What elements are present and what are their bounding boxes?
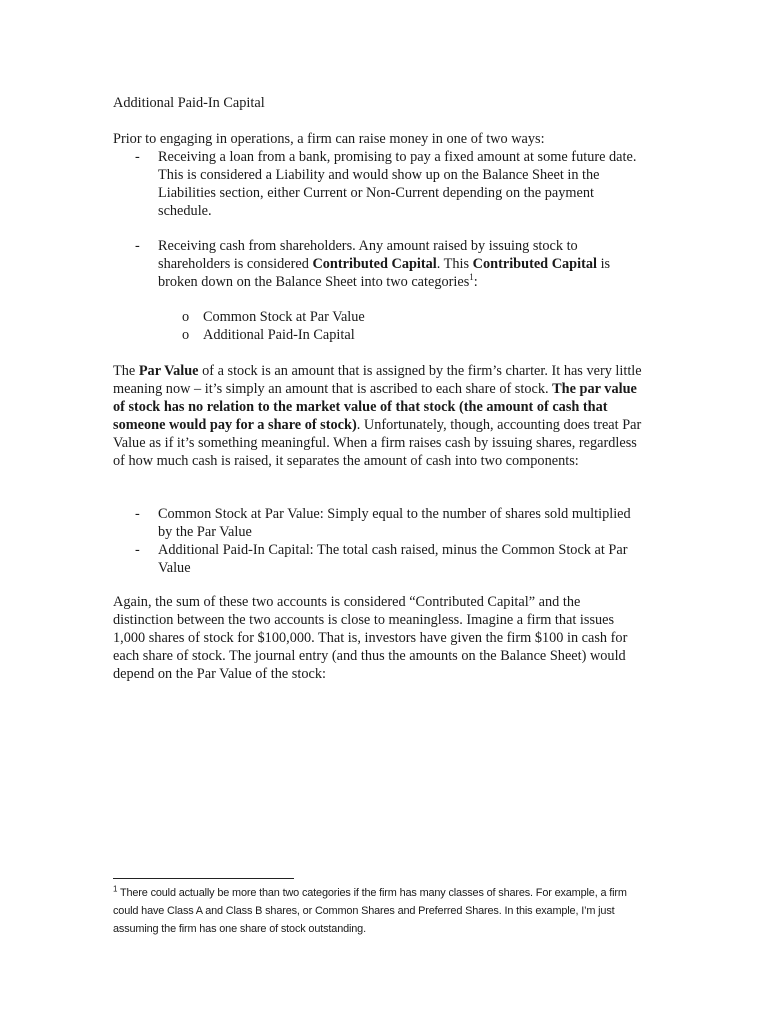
sub-list-item-text: Additional Paid-In Capital bbox=[203, 327, 355, 343]
intro-paragraph: Prior to engaging in operations, a firm can raise money in one of two ways: bbox=[113, 131, 545, 147]
footnote: $^1$ There could actually be more than two categories if the firm has many classes of shares. For example, a firm could have Class A and Class B shares, or Common Shares and Preferred Shares. In this example, I’m just assuming the firm has one share of stock outstanding. bbox=[113, 884, 627, 935]
footnote-separator bbox=[113, 878, 294, 879]
sub-list-item-text: Common Stock at Par Value bbox=[203, 309, 365, 325]
footnote-reference: 1 bbox=[469, 272, 474, 283]
bullet-marker: - bbox=[135, 542, 140, 558]
page-title: Additional Paid-In Capital bbox=[113, 95, 265, 111]
footnote-number: 1 bbox=[113, 884, 118, 894]
list-item-text: Common Stock at Par Value: Simply equal to the number of shares sold multiplied by the Par Value bbox=[158, 506, 631, 540]
bold-statement: The par value of stock has no relation to the market value of that stock (the amount of cash that someone would pay for a share of stock) bbox=[113, 381, 637, 433]
list-item-text: Additional Paid-In Capital: The total cash raised, minus the Common Stock at Par Value bbox=[158, 542, 628, 576]
list-item-text: Receiving cash from shareholders. Any amount raised by issuing stock to shareholders is considered Contributed Capital. This Contributed Capital is broken down on the Balance Sheet into two categories$^1$: bbox=[158, 238, 611, 290]
bold-term: Contributed Capital bbox=[472, 256, 597, 272]
bold-term: Par Value bbox=[138, 363, 199, 379]
sub-bullet-marker: o bbox=[182, 309, 190, 325]
par-value-paragraph: The Par Value of a stock is an amount that is assigned by the firm’s charter. It has very little meaning now – it’s simply an amount that is ascribed to each share of stock. The par value of stock has no relation to the market value of that stock (the amount of cash that someone would pay for a share of stock). Unfortunately, though, accounting does treat Par Value as if it’s something meaningful. When a firm raises cash by issuing shares, regardless of how much cash is raised, it separates the amount of cash into two components: bbox=[113, 363, 642, 469]
bullet-marker: - bbox=[135, 238, 140, 254]
bold-term: Contributed Capital bbox=[312, 256, 437, 272]
bullet-marker: - bbox=[135, 149, 140, 165]
bullet-marker: - bbox=[135, 506, 140, 522]
sub-bullet-marker: o bbox=[182, 327, 190, 343]
closing-paragraph: Again, the sum of these two accounts is considered “Contributed Capital” and the distinction between the two accounts is close to meaningless. Imagine a firm that issues 1,000 shares of stock for $100,000. That is, investors have given the firm $100 in cash for each share of stock. The journal entry (and thus the amounts on the Balance Sheet) would depend on the Par Value of the stock: bbox=[113, 594, 628, 682]
list-item-text: Receiving a loan from a bank, promising to pay a fixed amount at some future date. This is considered a Liability and would show up on the Balance Sheet in the Liabilities section, either Current or Non-Current depending on the payment schedule. bbox=[158, 149, 637, 219]
